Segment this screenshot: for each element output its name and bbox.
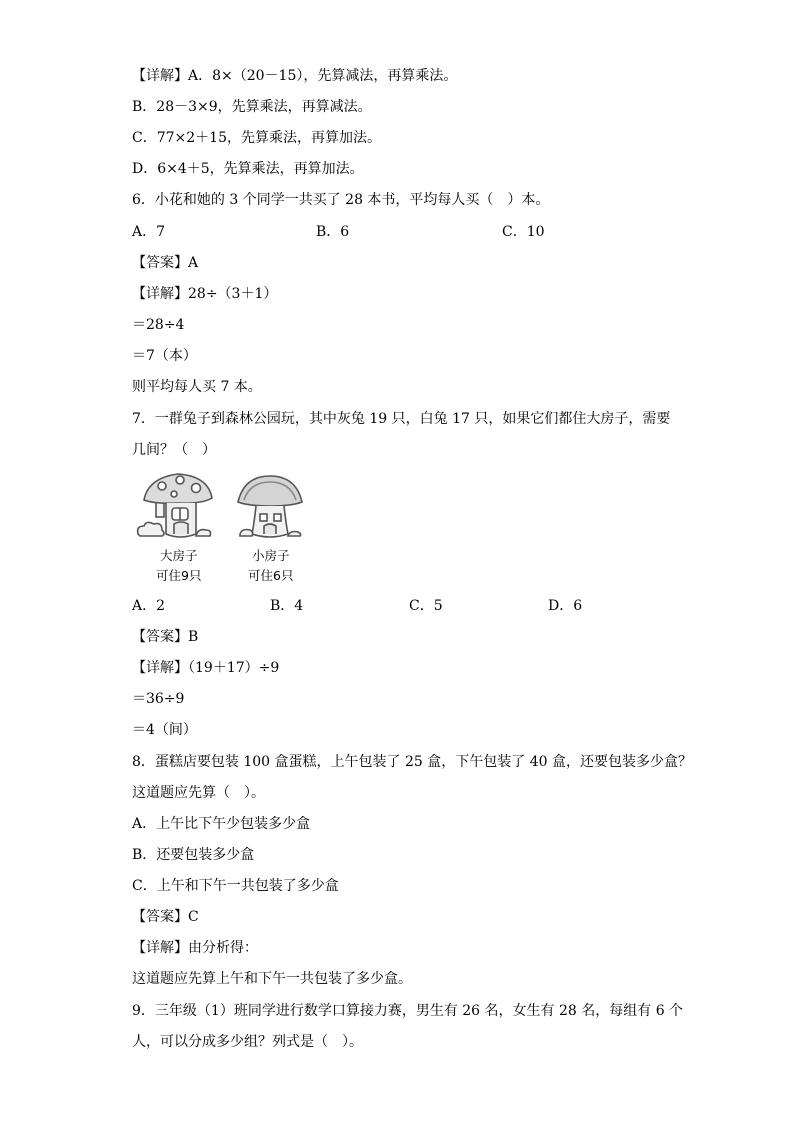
q7-detail-line: ＝36÷9 [132,691,185,707]
mushroom-houses-figure [132,470,312,585]
q8-detail-line: 这道题应先算上午和下午一共包装了多少盒。 [132,971,412,987]
question-8: 8．蛋糕店要包装 100 盒蛋糕，上午包装了 25 盒，下午包装了 40 盒，还要包装多少盒？ [132,754,692,770]
small-house-capacity: 可住6只 [248,568,294,583]
q8-option-c: C．上午和下午一共包装了多少盒 [132,878,339,894]
big-house-capacity: 可住9只 [156,568,202,583]
question-6: 6．小花和她的 3 个同学一共买了 28 本书，平均每人买（ ）本。 [132,192,550,208]
q7-detail-line: ＝4（间） [132,722,197,738]
q7-option-b: B．4 [270,598,304,614]
q6-option-a: A．7 [132,224,166,240]
explanation-line: C．77×2＋15，先算乘法，再算加法。 [132,130,381,146]
question-7: 7．一群兔子到森林公园玩，其中灰兔 19 只，白兔 17 只，如果它们都住大房子，需要 [132,411,671,427]
q8-detail-line: 【详解】由分析得： [132,940,258,956]
q6-detail-line: 【详解】28÷（3＋1） [132,286,278,302]
q6-detail-line: 则平均每人买 7 本。 [132,379,262,395]
question-9-cont: 人，可以分成多少组？列式是（ ）。 [132,1034,363,1050]
q6-detail-line: ＝28÷4 [132,317,185,333]
explanation-line: 【详解】A．8×（20－15），先算减法，再算乘法。 [132,68,458,84]
q8-answer: 【答案】C [132,909,199,925]
q6-option-c: C．10 [502,224,545,240]
q7-option-d: D．6 [548,598,583,614]
q7-answer: 【答案】B [132,629,199,645]
mushroom-house-icons [132,470,312,550]
q7-detail-line: 【详解】（19＋17）÷9 [132,660,280,676]
small-mushroom-house-icon [238,476,302,537]
explanation-line: D．6×4＋5，先算乘法，再算加法。 [132,161,364,177]
question-7-cont: 几间？（ ） [132,442,216,458]
explanation-line: B．28－3×9，先算乘法，再算减法。 [132,99,372,115]
big-mushroom-house-icon [138,474,212,537]
big-house-label: 大房子 [160,548,198,563]
small-house-label: 小房子 [252,548,290,563]
question-8-cont: 这道题应先算（ ）。 [132,785,265,801]
q7-option-c: C．5 [409,598,443,614]
q6-answer: 【答案】A [132,255,199,271]
q7-option-a: A．2 [132,598,166,614]
q6-option-b: B．6 [316,224,350,240]
q6-detail-line: ＝7（本） [132,348,197,364]
question-9: 9．三年级（1）班同学进行数学口算接力赛，男生有 26 名，女生有 28 名，每组有 6 个 [132,1003,684,1019]
q8-option-a: A．上午比下午少包装多少盒 [132,816,311,832]
q8-option-b: B．还要包装多少盒 [132,847,255,863]
